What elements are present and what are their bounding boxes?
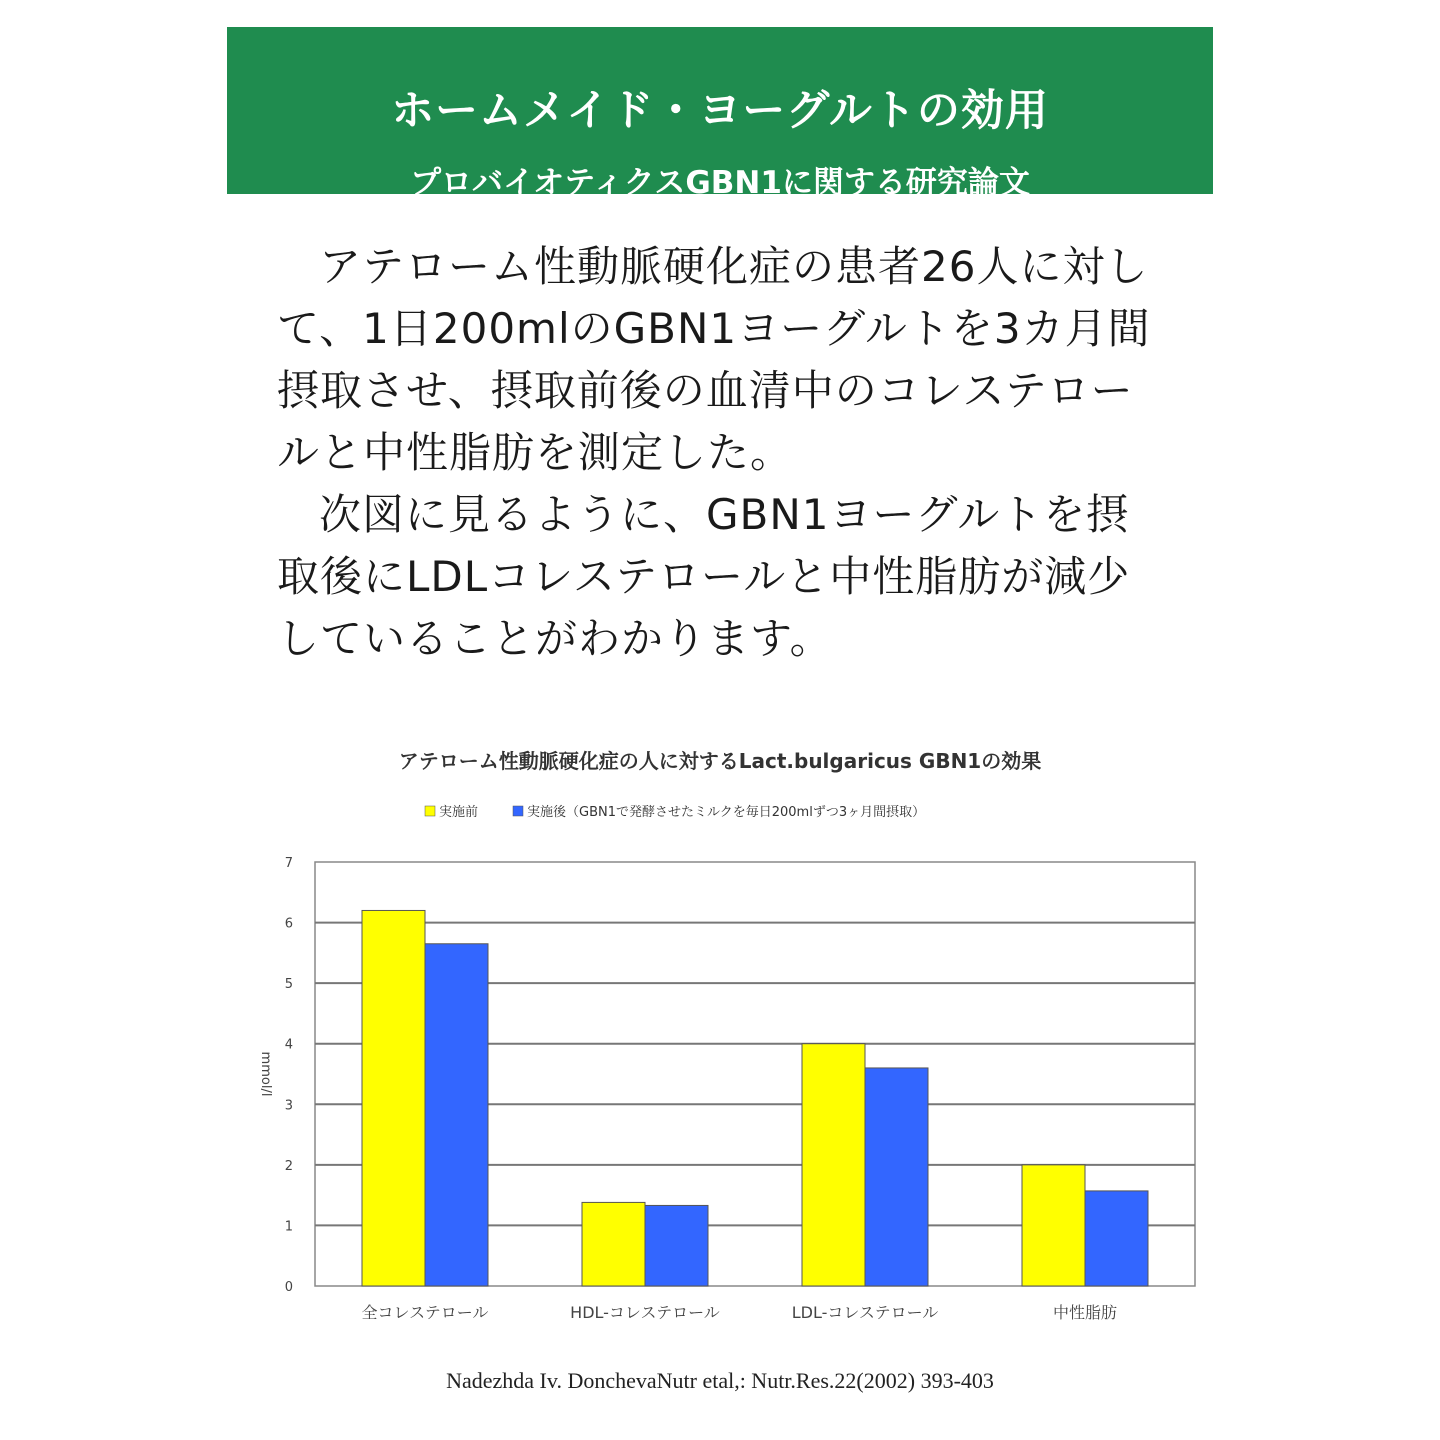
y-tick-label: 0 xyxy=(284,1280,293,1295)
bar xyxy=(1085,1191,1148,1286)
bar xyxy=(645,1205,708,1286)
y-tick-label: 6 xyxy=(284,916,293,932)
bar xyxy=(362,910,425,1286)
bar xyxy=(802,1044,865,1286)
y-tick-label: 1 xyxy=(284,1219,293,1235)
y-tick-label: 4 xyxy=(284,1037,293,1053)
bar xyxy=(1022,1165,1085,1286)
x-tick-label: LDL-コレステロール xyxy=(791,1303,939,1322)
bar-chart xyxy=(220,730,1220,1350)
chart-svg xyxy=(220,730,1220,1350)
legend-swatch xyxy=(513,806,523,816)
x-tick-label: 中性脂肪 xyxy=(1052,1303,1118,1322)
y-axis-label: mmol/l xyxy=(258,1051,273,1097)
x-tick-label: HDL-コレステロール xyxy=(570,1303,720,1322)
chart-title: アテローム性動脈硬化症の人に対するLact.bulgaricus GBN1の効果 xyxy=(398,749,1042,773)
legend-swatch xyxy=(425,806,435,816)
bar xyxy=(582,1202,645,1286)
page-title: ホームメイド・ヨーグルトの効用 xyxy=(391,86,1049,136)
header-banner xyxy=(227,27,1213,201)
y-tick-label: 3 xyxy=(284,1098,293,1114)
y-tick-label: 7 xyxy=(284,856,293,871)
paragraph-2: 次図に見るように、GBN1ヨーグルトを摂取後にLDLコレステロールと中性脂肪が減少していることがわかります。 xyxy=(277,490,1131,663)
citation: Nadezhda Iv. DonchevaNutr etal,: Nutr.Res.22(2002) 393-403 xyxy=(446,1368,994,1393)
y-tick-label: 5 xyxy=(284,977,293,993)
bar xyxy=(865,1068,928,1286)
article-body xyxy=(277,236,1157,670)
paragraph-1: アテローム性動脈硬化症の患者26人に対して、1日200mlのGBN1ヨーグルトを3カ月間摂取させ、摂取前後の血清中のコレステロールと中性脂肪を測定した。 xyxy=(277,242,1151,477)
x-tick-label: 全コレステロール xyxy=(361,1303,489,1322)
page-subtitle: プロバイオティクスGBN1に関する研究論文 xyxy=(410,165,1030,201)
y-tick-label: 2 xyxy=(284,1158,293,1174)
legend-label: 実施前 xyxy=(439,805,479,820)
bar xyxy=(425,944,488,1286)
legend-label: 実施後（GBN1で発酵させたミルクを毎日200mlずつ3ヶ月間摂取） xyxy=(527,805,926,820)
